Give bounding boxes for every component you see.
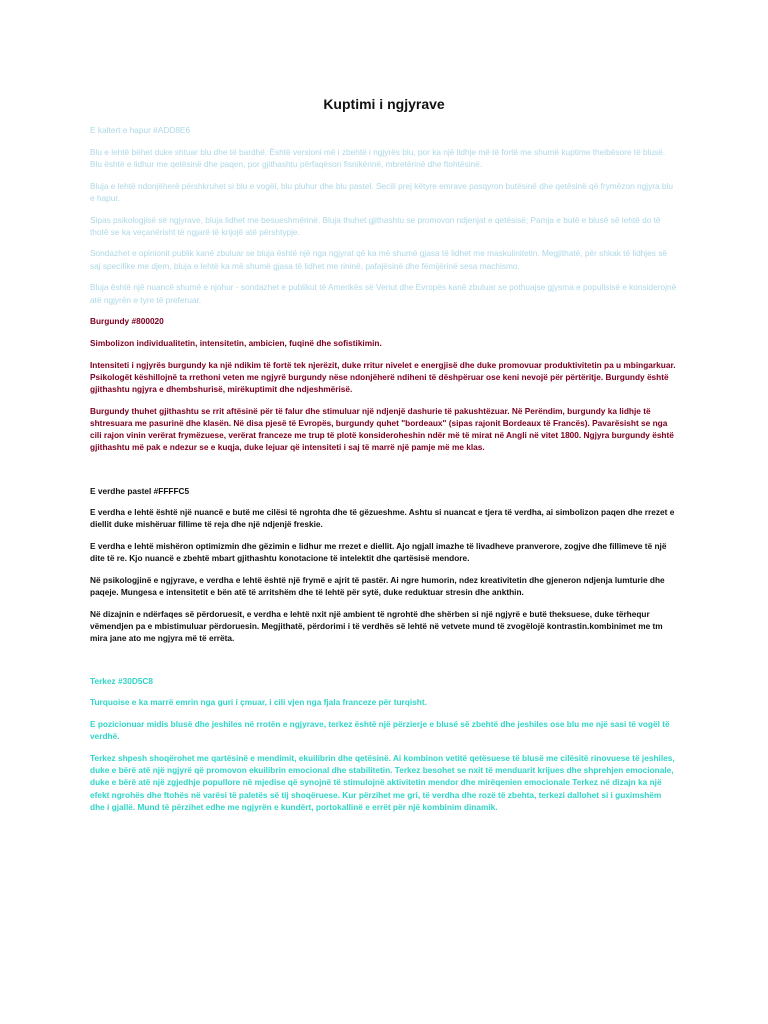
section-pastel-yellow	[90, 485, 678, 645]
section-heading-light-blue: E kaltert e hapur #ADD8E6	[90, 125, 191, 135]
section-heading-burgundy: Burgundy #800020	[90, 316, 164, 327]
section-turquoise	[90, 675, 678, 813]
paragraph: Bluja është një nuancë shumë e njohur - sondazhet e publikut të Amerikës së Veriut dhe Evropës kanë zbuluar se pothuajse gjysma e popullsisë e konsiderojnë atë ngjyrën e tyre të preferuar.	[90, 282, 677, 305]
section-heading-turquoise: Terkez #30D5C8	[90, 675, 154, 686]
paragraph: Terkez shpesh shoqërohet me qartësinë e mendimit, ekuilibrin dhe qetësinë. Ai kombinon vetitë qetësuese të blusë me cilësitë rinovuese të jeshiles, duke e bërë atë një ngjyrë që promovon ekuilibrin emocional dhe stabilitetin. Terkez besohet se nxit të menduarit krijues dhe shprehjen emocionale, duke e bërë atë një zgjedhje popullore në mjedise që synojnë të stimulojnë aktivitetin mendor dhe mirëqenien emocionale Terkez në dizajn ka një efekt ngrohës dhe ftohës në varësi të paletës së tij shoqëruese. Kur përzihet me gri, të verdha dhe rozë të zbehta, terkezi dallohet si i guximshëm dhe i gjallë. Mund të përzihet edhe me ngjyrën e kundërt, portokallinë e errët për një kombinim dinamik.	[90, 752, 675, 812]
paragraph: Në psikologjinë e ngjyrave, e verdha e lehtë është një frymë e ajrit të pastër. Ai ngre humorin, ndez kreativitetin dhe gjeneron ndjenja lumturie dhe paqeje. Mungesa e intensitetit e bën atë të arritshëm dhe të lehtë për sytë, duke reduktuar stresin dhe ankthin.	[90, 575, 665, 598]
section-heading-pastel-yellow: E verdhe pastel #FFFFC5	[90, 485, 190, 496]
paragraph: Sondazhet e opinionit publik kanë zbuluar se bluja është një nga ngjyrat që ka më shumë gjasa të lidhet me maskulinitetin. Megjithatë, për shkak të lidhjes së saj specifike me djem, bluja e lehtë ka më shumë gjasa të lidhet me rininë, pafajësinë dhe fëmijërinë sesa machismo.	[90, 248, 667, 271]
paragraph: Bluja e lehtë ndonjëherë përshkruhet si blu e vogël, blu pluhur dhe blu pastel. Secili prej këtyre emrave pasqyron butësinë dhe qetësinë që frymëzon ngjyra blu e hapur.	[90, 180, 673, 203]
section-light-blue	[90, 124, 678, 306]
paragraph: E verdha e lehtë është një nuancë e butë me cilësi të ngrohta dhe të gëzueshme. Ashtu si nuancat e tjera të verdha, ai simbolizon paqen dhe rrezet e diellit duke mishëruar fillime të reja dhe një ndjenjë freskie.	[90, 507, 675, 530]
paragraph: Sipas psikologjisë së ngjyrave, bluja lidhet me besueshmërinë. Bluja thuhet gjithashtu se promovon ndjenjat e qetësisë; Pamja e butë e blusë së lehtë do të thotë se ka veçanërisht të ngjarë të krijojë atë përshtypje.	[90, 214, 661, 237]
paragraph: Në dizajnin e ndërfaqes së përdoruesit, e verdha e lehtë nxit një ambient të ngrohtë dhe shërben si një ngjyrë e butë theksuese, duke tërhequr vëmendjen pa e mbistimuluar përdoruesin. Megjithatë, përdorimi i të verdhës së lehtë në vetvete mund të zvogëlojë kontrastin.kombinimet me tm mira jane ato me ngjyra më të errëta.	[90, 608, 663, 644]
paragraph: Blu e lehtë bëhet duke shtuar blu dhe të bardhë. Është versioni më i zbehtë i ngjyrës blu, por ka një lidhje më të fortë me shumë kuptime theibësore të blusë. Blu është e lidhur me qetësinë dhe paqen, por gjithashtu përfaqëson fisnikërinë, mbretërinë dhe ftohtësinë.	[90, 146, 666, 169]
paragraph: E verdha e lehtë mishëron optimizmin dhe gëzimin e lidhur me rrezet e diellit. Ajo ngjall imazhe të livadheve pranverore, zogjve dhe fillimeve të një dite të re. Kjo nuancë e zbehtë mbart gjithashtu konotacione të intelektit dhe qartësisë mendore.	[90, 541, 667, 564]
paragraph: Turquoise e ka marrë emrin nga guri i çmuar, i cili vjen nga fjala franceze për turqisht.	[90, 697, 427, 708]
paragraph: Intensiteti i ngjyrës burgundy ka një ndikim të fortë tek njerëzit, duke rritur nivelet e energjisë dhe duke promovuar produktivitetin pa u mbingarkuar. Psikologët këshillojnë ta rrethoni veten me ngjyrë burgundy nëse ndonjëherë ndiheni të dëshpëruar ose keni nevojë për përtëritje. Burgundy është gjithashtu ngjyra e dhembshurisë, mirëkuptimit dhe ndjeshmërisë.	[90, 359, 676, 395]
paragraph: Burgundy thuhet gjithashtu se rrit aftësinë për të falur dhe stimuluar një ndjenjë dashurie të pakushtëzuar. Në Perëndim, burgundy ka lidhje të shtresuara me pasurinë dhe klasën. Në disa pjesë të Evropës, burgundy quhet "bordeaux" (sipas rajonit Bordeaux të Francës). Pavarësisht se nga cili rajon vinin verërat frymëzuese, verërat franceze me trup të plotë konsideroheshin ndër më të mirat në Angli në vitet 1800. Ngjyra burgundy është gjithashtu më pak e ndezur se e kuqja, duke lejuar që intensiteti i saj të marrë një pamje më me klas.	[90, 405, 674, 453]
document-title: Kuptimi i ngjyrave	[323, 96, 445, 112]
paragraph: Simbolizon individualitetin, intensitetin, ambicien, fuqinë dhe sofistikimin.	[90, 337, 382, 348]
section-burgundy	[90, 315, 678, 453]
paragraph: E pozicionuar midis blusë dhe jeshiles në rrotën e ngjyrave, terkez është një përzierje e blusë së zbehtë dhe jeshiles ose blu me një sasi të vogël të verdhë.	[90, 719, 670, 742]
